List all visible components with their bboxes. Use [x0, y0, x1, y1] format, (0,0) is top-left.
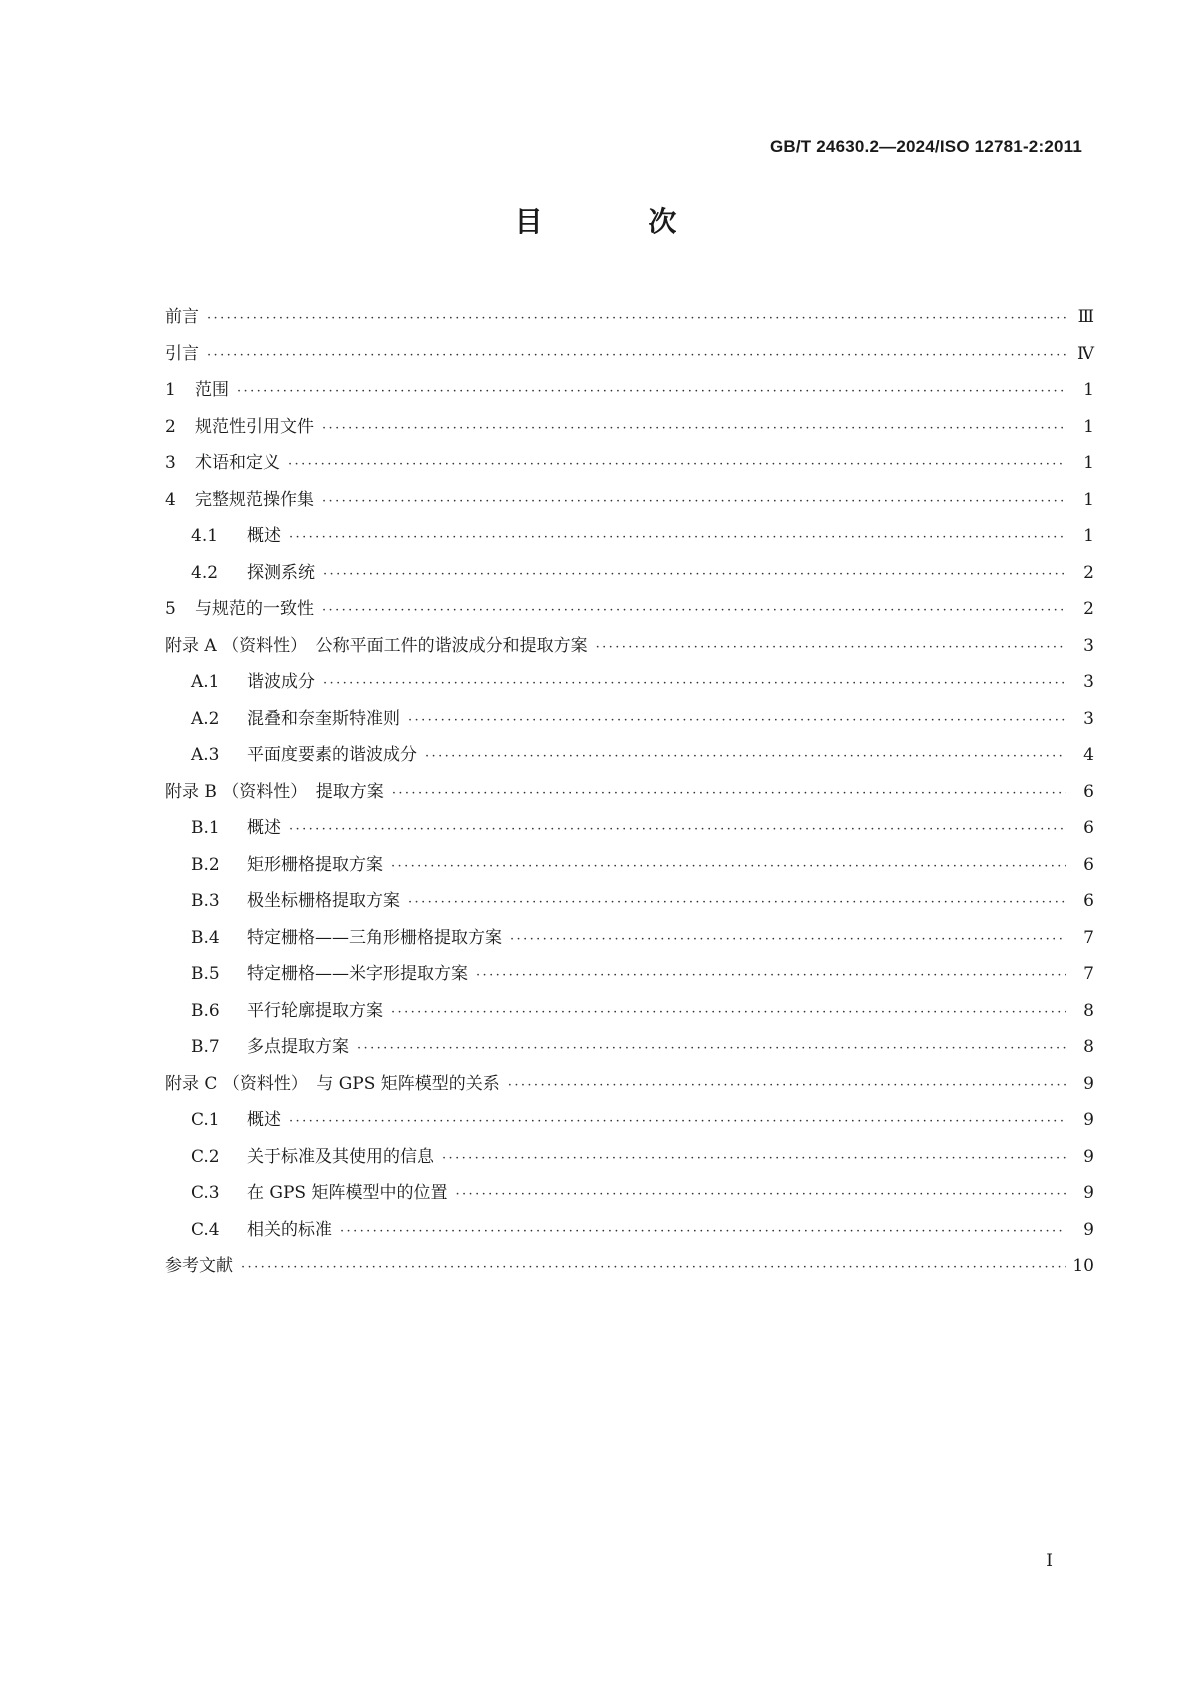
toc-entry-number: C.2 — [191, 1146, 220, 1167]
toc-entry-label — [191, 996, 391, 1021]
toc-entry-number: B.4 — [191, 927, 220, 948]
toc-entry-number: 5 — [165, 599, 176, 619]
toc-entry-text: 范围 — [195, 380, 229, 400]
toc-leader-dots — [323, 567, 1066, 582]
toc-entry[interactable] — [165, 740, 1094, 777]
toc-entry-number: B.3 — [191, 891, 220, 911]
toc-entry-number: 2 — [165, 416, 176, 437]
toc-leader-dots — [288, 457, 1066, 472]
toc-leader-dots — [442, 1151, 1066, 1166]
toc-leader-dots — [455, 1187, 1066, 1202]
toc-entry-number: C.3 — [191, 1183, 220, 1203]
toc-entry-text: 平面度要素的谐波成分 — [247, 745, 417, 765]
toc-entry-number: B.7 — [191, 1037, 220, 1057]
toc-entry-text: 前言 — [165, 307, 199, 327]
toc-leader-dots — [207, 311, 1066, 326]
toc-entry[interactable] — [165, 448, 1094, 485]
toc-entry-page: 3 — [1083, 635, 1094, 656]
toc-entry-page: 1 — [1083, 416, 1094, 437]
toc-entry-text: 平行轮廓提取方案 — [247, 1000, 383, 1021]
toc-entry-label — [165, 1251, 241, 1276]
toc-entry-page: Ⅲ — [1077, 307, 1094, 327]
toc-entry-text: 完整规范操作集 — [195, 489, 314, 510]
toc-entry-number: 4 — [165, 489, 176, 510]
toc-entry-page: 10 — [1072, 1256, 1094, 1276]
toc-entry-page: 6 — [1083, 854, 1094, 875]
toc-entry-text: 谐波成分 — [247, 672, 315, 692]
toc-entry-label — [165, 1069, 508, 1094]
toc-entry[interactable] — [165, 631, 1094, 668]
toc-entry[interactable] — [165, 1069, 1094, 1106]
toc-entry-label — [191, 850, 391, 875]
toc-entry[interactable] — [165, 485, 1094, 522]
toc-entry-page: 7 — [1083, 964, 1094, 984]
toc-entry-page: 9 — [1083, 1073, 1094, 1094]
toc-entry[interactable] — [165, 886, 1094, 923]
toc-entry-label — [165, 594, 322, 619]
toc-leader-dots — [237, 384, 1066, 399]
toc-entry-text: 附录 C （资料性） 与 GPS 矩阵模型的关系 — [165, 1073, 500, 1094]
toc-entry-text: 矩形栅格提取方案 — [247, 854, 383, 875]
toc-leader-dots — [340, 1224, 1066, 1239]
toc-entry-label — [191, 813, 289, 838]
toc-entry-number: B.6 — [191, 1000, 220, 1021]
toc-entry-text: 附录 B （资料性） 提取方案 — [165, 781, 384, 802]
toc-entry[interactable] — [165, 923, 1094, 960]
toc-entry[interactable] — [165, 302, 1094, 339]
toc-entry-number: 3 — [165, 453, 176, 473]
toc-entry-text: 特定栅格——米字形提取方案 — [247, 964, 468, 984]
toc-entry-label — [165, 485, 322, 510]
toc-entry-page: 9 — [1083, 1183, 1094, 1203]
toc-leader-dots — [323, 676, 1066, 691]
toc-entry-page: 4 — [1083, 745, 1094, 765]
page-title: 目 次 — [514, 205, 725, 238]
toc-entry[interactable] — [165, 1142, 1094, 1179]
toc-leader-dots — [391, 1005, 1066, 1020]
toc-entry-page: 8 — [1083, 1037, 1094, 1057]
toc-entry-label — [191, 1215, 340, 1240]
toc-entry-text: 极坐标栅格提取方案 — [247, 891, 400, 911]
toc-leader-dots — [289, 530, 1066, 545]
toc-entry-text: 概述 — [247, 526, 281, 546]
toc-leader-dots — [322, 494, 1066, 509]
toc-entry-page: 6 — [1083, 781, 1094, 802]
toc-entry-label — [191, 1032, 357, 1057]
toc-entry-page: 9 — [1083, 1110, 1094, 1130]
toc-entry-page: 7 — [1083, 927, 1094, 948]
toc-leader-dots — [391, 859, 1066, 874]
toc-entry-text: 术语和定义 — [195, 453, 280, 473]
toc-leader-dots — [289, 822, 1066, 837]
toc-entry-number: C.1 — [191, 1110, 220, 1130]
toc-entry-page: 1 — [1083, 526, 1094, 546]
toc-entry-label — [191, 1178, 455, 1203]
toc-entry[interactable] — [165, 339, 1094, 376]
toc-entry-page: 1 — [1083, 453, 1094, 473]
toc-entry-number: C.4 — [191, 1219, 220, 1240]
toc-entry-label — [165, 412, 322, 437]
toc-entry-text: 引言 — [165, 343, 199, 364]
toc-entry[interactable] — [165, 1178, 1094, 1215]
toc-entry[interactable] — [165, 1251, 1094, 1288]
toc-entry[interactable] — [165, 1032, 1094, 1069]
toc-entry[interactable] — [165, 777, 1094, 814]
toc-entry-page: 1 — [1083, 380, 1094, 400]
toc-entry-text: 概述 — [247, 818, 281, 838]
toc-entry-page: 9 — [1083, 1219, 1094, 1240]
toc-entry[interactable] — [165, 375, 1094, 412]
toc-entry-label — [191, 923, 510, 948]
toc-entry-number: A.3 — [191, 745, 220, 765]
toc-entry[interactable] — [165, 412, 1094, 449]
toc-entry-label — [191, 1105, 289, 1130]
toc-entry-label — [191, 740, 425, 765]
toc-leader-dots — [425, 749, 1066, 764]
toc-leader-dots — [392, 786, 1066, 801]
toc-entry-text: 在 GPS 矩阵模型中的位置 — [247, 1183, 448, 1203]
toc-entry-number: B.1 — [191, 818, 220, 838]
toc-entry-number: A.1 — [191, 672, 220, 692]
toc-entry-page: 9 — [1083, 1146, 1094, 1167]
toc-entry-page: 2 — [1083, 562, 1094, 583]
toc-leader-dots — [289, 1114, 1066, 1129]
toc-entry[interactable] — [165, 850, 1094, 887]
toc-entry-label — [191, 886, 408, 911]
toc-entry-label — [165, 302, 207, 327]
toc-entry-text: 相关的标准 — [247, 1219, 332, 1240]
toc-entry-page: 1 — [1083, 489, 1094, 510]
toc-entry-text: 关于标准及其使用的信息 — [247, 1146, 434, 1167]
toc-entry-text: 混叠和奈奎斯特准则 — [247, 708, 400, 729]
toc-entry-text: 多点提取方案 — [247, 1037, 349, 1057]
document-code: GB/T 24630.2—2024/ISO 12781-2:2011 — [769, 137, 1082, 156]
toc-entry-number: 4.1 — [191, 526, 219, 546]
toc-entry-page: 6 — [1083, 818, 1094, 838]
toc-entry-label — [165, 448, 288, 473]
toc-leader-dots — [408, 713, 1066, 728]
page-number: Ⅰ — [1046, 1551, 1053, 1571]
toc-leader-dots — [322, 603, 1066, 618]
toc-entry-label — [191, 667, 323, 692]
toc-entry[interactable] — [165, 704, 1094, 741]
toc-entry-text: 探测系统 — [247, 562, 315, 583]
toc-leader-dots — [510, 932, 1066, 947]
toc-entry-page: 3 — [1083, 672, 1094, 692]
toc-leader-dots — [357, 1041, 1066, 1056]
toc-leader-dots — [241, 1260, 1066, 1275]
table-of-contents — [165, 302, 1094, 1288]
toc-entry[interactable] — [165, 667, 1094, 704]
toc-entry[interactable] — [165, 558, 1094, 595]
toc-entry[interactable] — [165, 594, 1094, 631]
toc-entry[interactable] — [165, 959, 1094, 996]
toc-entry-number: A.2 — [191, 708, 220, 729]
toc-leader-dots — [408, 895, 1066, 910]
toc-entry-number: 4.2 — [191, 562, 219, 583]
toc-entry-text: 与规范的一致性 — [195, 599, 314, 619]
toc-entry-label — [165, 631, 596, 656]
toc-entry-label — [165, 339, 207, 364]
toc-entry-label — [191, 558, 323, 583]
toc-entry[interactable] — [165, 996, 1094, 1033]
toc-entry-page: 8 — [1083, 1000, 1094, 1021]
toc-entry-page: 6 — [1083, 891, 1094, 911]
toc-entry[interactable] — [165, 813, 1094, 850]
toc-leader-dots — [322, 421, 1066, 436]
toc-entry-number: B.5 — [191, 964, 220, 984]
toc-entry-label — [165, 777, 392, 802]
toc-entry[interactable] — [165, 1105, 1094, 1142]
toc-entry-page: Ⅳ — [1077, 343, 1094, 364]
toc-entry-number: 1 — [165, 380, 176, 400]
toc-entry-label — [191, 1142, 442, 1167]
toc-entry-text: 规范性引用文件 — [195, 416, 314, 437]
toc-entry-label — [191, 704, 408, 729]
toc-entry-text: 参考文献 — [165, 1256, 233, 1276]
toc-entry-label — [165, 375, 237, 400]
toc-entry-text: 概述 — [247, 1110, 281, 1130]
toc-entry-text: 附录 A （资料性） 公称平面工件的谐波成分和提取方案 — [165, 635, 588, 656]
toc-entry-page: 2 — [1083, 599, 1094, 619]
toc-leader-dots — [207, 348, 1066, 363]
toc-leader-dots — [596, 640, 1066, 655]
toc-entry-text: 特定栅格——三角形栅格提取方案 — [247, 927, 502, 948]
toc-entry[interactable] — [165, 521, 1094, 558]
toc-leader-dots — [508, 1078, 1066, 1093]
toc-entry-label — [191, 959, 476, 984]
toc-entry-label — [191, 521, 289, 546]
toc-entry-number: B.2 — [191, 854, 220, 875]
toc-leader-dots — [476, 968, 1066, 983]
toc-entry[interactable] — [165, 1215, 1094, 1252]
toc-entry-page: 3 — [1083, 708, 1094, 729]
